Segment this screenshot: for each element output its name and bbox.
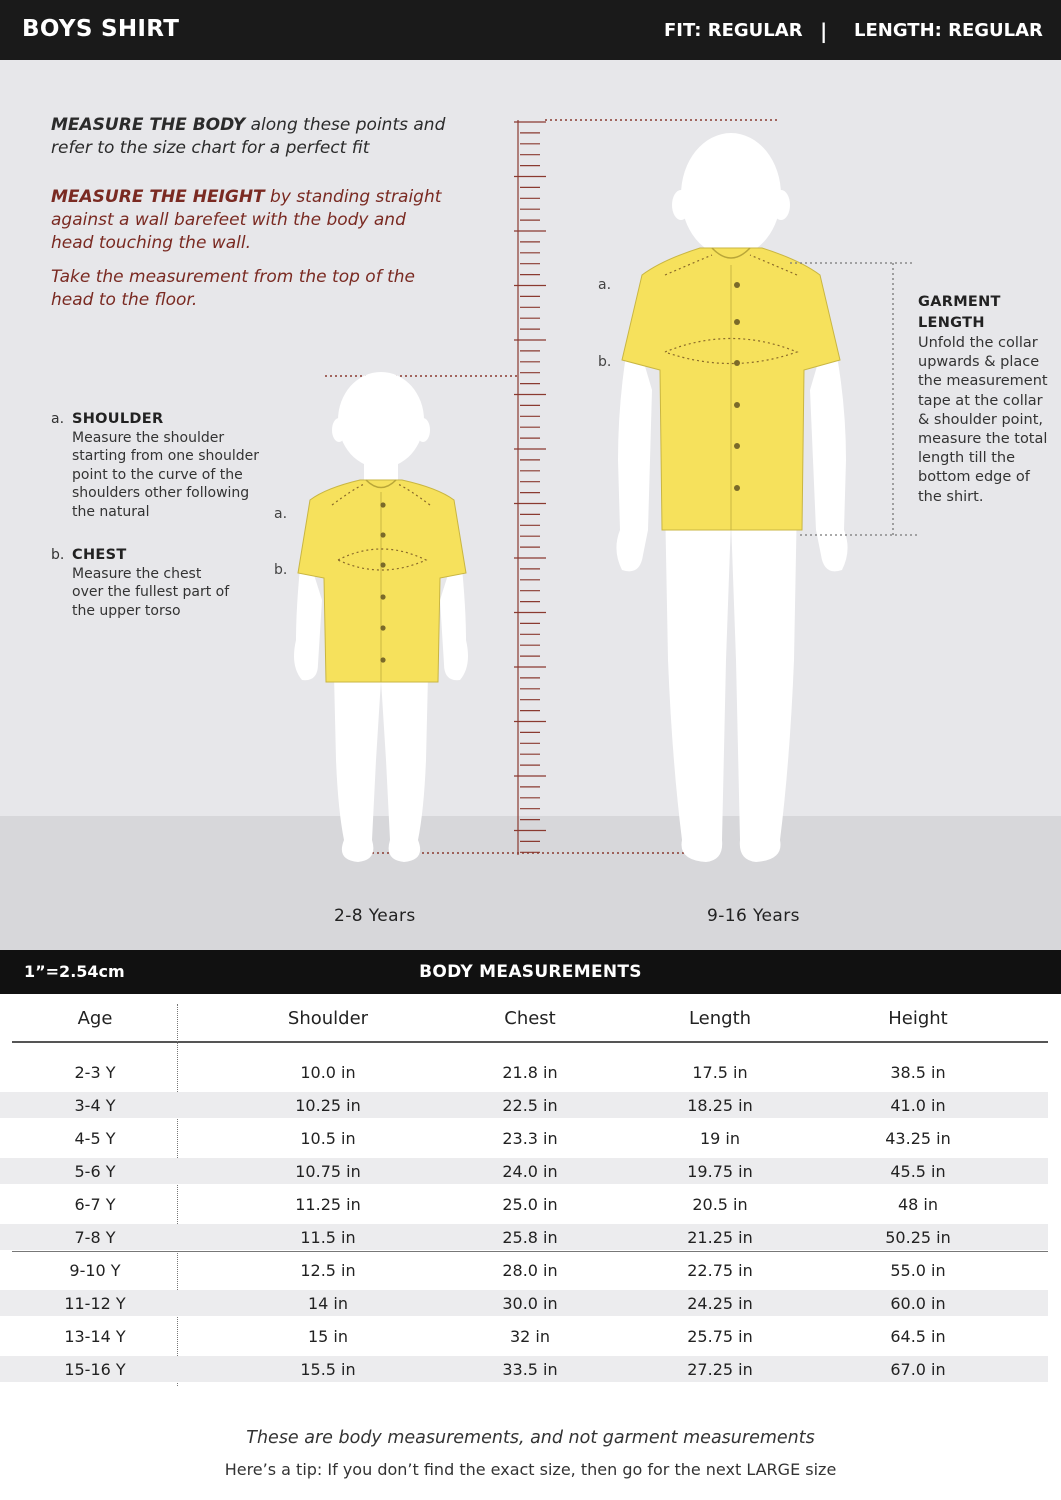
table-row bbox=[0, 1059, 1048, 1085]
table-row bbox=[0, 1125, 1048, 1151]
header-bar bbox=[0, 0, 1061, 60]
chest-note bbox=[51, 546, 232, 620]
height-ruler bbox=[514, 120, 546, 855]
table-row bbox=[0, 1257, 1048, 1283]
measure-height-tip: Take the measurement from the top of the head to the floor. bbox=[51, 267, 415, 310]
age-cell: 15-16 Y bbox=[64, 1360, 126, 1379]
shoulder-cell: 15.5 in bbox=[300, 1360, 356, 1379]
large-figure-label: 9-16 Years bbox=[707, 906, 800, 926]
unit-conversion: 1”=2.54cm bbox=[24, 962, 125, 981]
chest-cell: 33.5 in bbox=[502, 1360, 558, 1379]
shoulder-cell: 10.25 in bbox=[295, 1096, 361, 1115]
chest-cell: 30.0 in bbox=[502, 1294, 558, 1313]
height-cell: 60.0 in bbox=[890, 1294, 946, 1313]
measure-body-heading: MEASURE THE BODY bbox=[51, 115, 246, 135]
age-cell: 13-14 Y bbox=[64, 1327, 126, 1346]
size-tip-text: Here’s a tip: If you don’t find the exact size, then go for the next LARGE size bbox=[224, 1460, 837, 1479]
length-cell: 20.5 in bbox=[692, 1195, 748, 1214]
shoulder-cell: 11.5 in bbox=[300, 1228, 356, 1247]
shoulder-description: Measure the shoulder starting from one shoulder point to the curve of the shoulders other following the natural bbox=[72, 429, 259, 520]
shoulder-cell: 12.5 in bbox=[300, 1261, 356, 1280]
length-cell: 19.75 in bbox=[687, 1162, 753, 1181]
small-figure-label: 2-8 Years bbox=[334, 906, 416, 926]
table-row bbox=[0, 1323, 1048, 1349]
length-cell: 21.25 in bbox=[687, 1228, 753, 1247]
chest-cell: 23.3 in bbox=[502, 1129, 558, 1148]
height-cell: 48 in bbox=[897, 1195, 939, 1214]
shoulder-cell: 11.25 in bbox=[295, 1195, 361, 1214]
age-cell: 5-6 Y bbox=[74, 1162, 116, 1181]
shoulder-cell: 10.0 in bbox=[300, 1063, 356, 1082]
length-label: LENGTH: REGULAR bbox=[854, 20, 1043, 41]
chest-cell: 25.0 in bbox=[502, 1195, 558, 1214]
height-cell: 45.5 in bbox=[890, 1162, 946, 1181]
large-point-b: b. bbox=[598, 354, 612, 370]
table-row bbox=[0, 1356, 1048, 1382]
measure-height-heading: MEASURE THE HEIGHT bbox=[51, 187, 265, 207]
age-cell: 2-3 Y bbox=[74, 1063, 116, 1082]
column-header: Age bbox=[77, 1008, 113, 1029]
shoulder-cell: 14 in bbox=[307, 1294, 349, 1313]
small-point-b: b. bbox=[274, 562, 288, 578]
table-row bbox=[0, 1224, 1048, 1250]
garment-length-note bbox=[918, 292, 1058, 507]
large-point-a: a. bbox=[598, 277, 612, 293]
shoulder-note bbox=[51, 410, 267, 521]
garment-label-line1: GARMENT bbox=[918, 294, 1001, 310]
chest-cell: 28.0 in bbox=[502, 1261, 558, 1280]
chest-cell: 22.5 in bbox=[502, 1096, 558, 1115]
fit-label: FIT: REGULAR bbox=[664, 20, 803, 41]
table-row bbox=[0, 1158, 1048, 1184]
small-point-a: a. bbox=[274, 506, 288, 522]
length-cell: 19 in bbox=[699, 1129, 741, 1148]
measure-body-instruction bbox=[51, 114, 451, 160]
length-cell: 25.75 in bbox=[687, 1327, 753, 1346]
shoulder-mark: a. bbox=[51, 411, 65, 427]
header-separator: | bbox=[820, 19, 828, 43]
disclaimer-text: These are body measurements, and not garment measurements bbox=[246, 1428, 815, 1448]
age-cell: 6-7 Y bbox=[74, 1195, 116, 1214]
column-header: Length bbox=[688, 1008, 752, 1029]
garment-label-line2: LENGTH bbox=[918, 315, 985, 331]
length-cell: 24.25 in bbox=[687, 1294, 753, 1313]
large-shirt bbox=[622, 248, 840, 530]
height-cell: 55.0 in bbox=[890, 1261, 946, 1280]
age-cell: 9-10 Y bbox=[69, 1261, 121, 1280]
length-cell: 22.75 in bbox=[687, 1261, 753, 1280]
garment-description: Unfold the collar upwards & place the measurement tape at the collar & shoulder point, measure the total length till the bottom edge of the shirt. bbox=[918, 335, 1048, 505]
height-cell: 41.0 in bbox=[890, 1096, 946, 1115]
shoulder-cell: 10.5 in bbox=[300, 1129, 356, 1148]
table-title: BODY MEASUREMENTS bbox=[419, 962, 642, 982]
measure-height-text: by standing straight against a wall barefeet with the body and head touching the wall. bbox=[51, 187, 442, 253]
age-cell: 3-4 Y bbox=[74, 1096, 116, 1115]
length-cell: 27.25 in bbox=[687, 1360, 753, 1379]
chest-cell: 25.8 in bbox=[502, 1228, 558, 1247]
age-cell: 7-8 Y bbox=[74, 1228, 116, 1247]
illustration-panel bbox=[0, 60, 1061, 950]
measure-height-instruction bbox=[51, 186, 451, 255]
age-cell: 4-5 Y bbox=[74, 1129, 116, 1148]
table-title-bar bbox=[0, 950, 1061, 994]
height-cell: 50.25 in bbox=[885, 1228, 951, 1247]
length-cell: 17.5 in bbox=[692, 1063, 748, 1082]
measure-body-text: along these points and refer to the size chart for a perfect fit bbox=[51, 115, 446, 158]
column-header: Chest bbox=[504, 1008, 556, 1029]
shoulder-cell: 10.75 in bbox=[295, 1162, 361, 1181]
column-header: Height bbox=[888, 1008, 948, 1029]
shoulder-cell: 15 in bbox=[307, 1327, 349, 1346]
table-row bbox=[0, 1191, 1048, 1217]
height-cell: 43.25 in bbox=[885, 1129, 951, 1148]
table-row bbox=[0, 1092, 1048, 1118]
small-shirt bbox=[298, 480, 466, 682]
chest-label: CHEST bbox=[72, 547, 127, 563]
height-cell: 67.0 in bbox=[890, 1360, 946, 1379]
age-cell: 11-12 Y bbox=[64, 1294, 126, 1313]
chest-cell: 24.0 in bbox=[502, 1162, 558, 1181]
height-cell: 38.5 in bbox=[890, 1063, 946, 1082]
header-divider bbox=[12, 1041, 1048, 1043]
chest-mark: b. bbox=[51, 547, 65, 563]
column-header: Shoulder bbox=[287, 1008, 369, 1029]
age-group-divider bbox=[12, 1251, 1048, 1252]
chest-cell: 21.8 in bbox=[502, 1063, 558, 1082]
chest-description: Measure the chest over the fullest part of the upper torso bbox=[72, 565, 230, 619]
shoulder-label: SHOULDER bbox=[72, 411, 164, 427]
table-header-row bbox=[0, 1008, 1061, 1038]
table-row bbox=[0, 1290, 1048, 1316]
page-title: BOYS SHIRT bbox=[22, 16, 180, 42]
length-cell: 18.25 in bbox=[687, 1096, 753, 1115]
chest-cell: 32 in bbox=[509, 1327, 551, 1346]
height-cell: 64.5 in bbox=[890, 1327, 946, 1346]
